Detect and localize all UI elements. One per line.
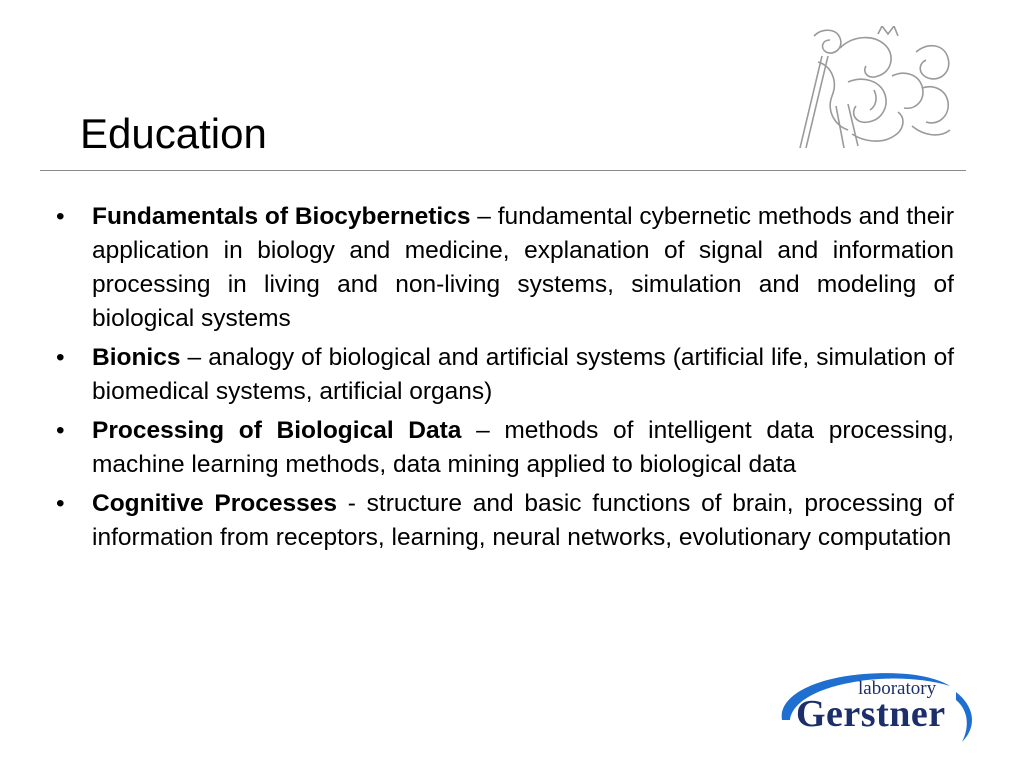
bullet-mark: • bbox=[56, 417, 65, 444]
bullet-text: – methods of intelligent data processing, machine learning methods, data mining applied to biological data bbox=[92, 417, 954, 478]
bullet-mark: • bbox=[56, 344, 65, 371]
bullet-term: Bionics bbox=[92, 344, 181, 371]
logo-laboratory-text: laboratory bbox=[858, 678, 937, 699]
bullet-text: – fundamental cybernetic methods and their application in biology and medicine, explanation of signal and information processing in living and non-living systems, simulation and modeling of biological systems bbox=[92, 203, 954, 332]
bullet-mark: • bbox=[56, 490, 65, 517]
bullet-item bbox=[52, 341, 954, 409]
logo-gerstner-text: Gerstner bbox=[796, 693, 946, 735]
bullet-mark: • bbox=[56, 203, 65, 230]
bullet-item bbox=[52, 200, 954, 336]
bullet-list bbox=[52, 200, 954, 560]
title-divider bbox=[40, 170, 966, 171]
bullet-text: – analogy of biological and artificial systems (artificial life, simulation of biomedical systems, artificial organs) bbox=[92, 344, 954, 405]
lion-crest-icon bbox=[792, 26, 958, 152]
bullet-term: Processing of Biological Data bbox=[92, 417, 462, 444]
bullet-item bbox=[52, 487, 954, 555]
bullet-term: Fundamentals of Biocybernetics bbox=[92, 203, 471, 230]
slide-title: Education bbox=[80, 110, 267, 157]
bullet-item bbox=[52, 414, 954, 482]
bullet-text: - structure and basic functions of brain, processing of information from receptors, learning, neural networks, evolutionary computation bbox=[92, 490, 954, 551]
bullet-term: Cognitive Processes bbox=[92, 490, 337, 517]
gerstner-laboratory-logo bbox=[774, 668, 988, 752]
